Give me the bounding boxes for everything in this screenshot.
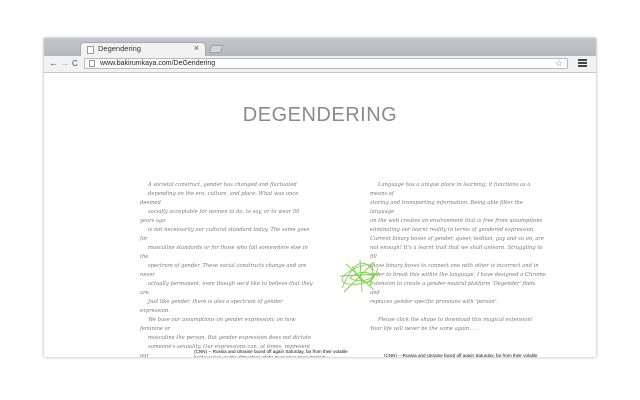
paragraph-line: depending on the era, culture, and place. What was once deemed <box>140 191 299 206</box>
tab-title: Degendering <box>98 44 141 53</box>
paragraph-line: Language has a unique place in learning; it functions as a means of <box>370 182 531 197</box>
paragraph-line: socially acceptable for women to do, to say, or to wear 50 years ago <box>140 209 300 224</box>
language-paragraph <box>370 181 546 307</box>
address-bar[interactable] <box>84 58 568 69</box>
bookmark-star-icon[interactable]: ☆ <box>554 58 563 68</box>
paragraph-line: Just like gender, there is also a spectrum of gender expression. <box>140 299 283 314</box>
paragraph-line: is not necessarily our cultural standard today. The same goes for <box>140 227 310 242</box>
intro-column-right <box>370 181 546 334</box>
page-content <box>44 73 596 357</box>
paragraph-line: eliminating our learnt reality in terms of gendered expression. <box>370 227 535 233</box>
article-paragraph: (CNN) -- Russia and Ukraine faced off again Saturday, far from their volatile <box>384 353 538 357</box>
new-tab-button[interactable] <box>209 45 224 53</box>
download-paragraph <box>370 316 546 334</box>
paragraph-line: spectrum of gender. These social constructs change and are never <box>140 263 307 278</box>
url-text[interactable]: www.bakirumkaya.com/DeGendering <box>100 60 216 67</box>
paragraph-line: those binary boxes to connect one with other is incorrect and in <box>370 263 539 269</box>
paragraph-line: A societal construct, gender has changed and fluctuated <box>148 182 297 188</box>
paragraph-line: replaces gender specific pronouns with 'person'. <box>370 299 498 305</box>
article-right <box>384 353 544 357</box>
paragraph-line: extension to create a gender-neutral platform 'Degender' finds and <box>370 281 536 296</box>
article-paragraph: (CNN) -- Russia and Ukraine faced off again Saturday, far from their volatile <box>194 349 348 354</box>
paragraph-line: Current binary boxes of gender, queer, lesbian, gay and so on, are <box>370 236 545 242</box>
reload-button[interactable]: C <box>72 59 78 68</box>
browser-window <box>44 38 596 357</box>
chrome-menu-icon[interactable] <box>578 59 587 68</box>
forward-button[interactable]: → <box>60 58 69 68</box>
page-favicon-icon <box>87 46 94 54</box>
paragraph-line: masculine the person. But gender expression does not dictate <box>148 335 312 341</box>
paragraph-line: on the web creates an environment that is free from assumptions <box>370 218 543 224</box>
paragraph-line: someone's sexuality. Our expressions can, at times, represent our <box>140 344 311 357</box>
intro-column-left <box>140 181 314 357</box>
tab-strip <box>44 38 596 56</box>
paragraph-line: Please click the shape to download this magical extension! <box>378 317 533 323</box>
page-title: DEGENDERING <box>242 104 398 126</box>
paragraph-line: masculine standards or for those who fall somewhere else in the <box>140 245 308 260</box>
download-shape-icon[interactable] <box>336 256 384 296</box>
paragraph-line: We base our assumptions on gender expression; on how feminine or <box>140 317 296 332</box>
paragraph-line: not enough! It's a learnt trait that we shall unlearn. Struggling to fill <box>370 245 543 260</box>
paragraph-line: Your life will never be the same again . . . <box>370 326 480 332</box>
paragraph-spacer <box>370 307 546 316</box>
paragraph-line: actually permanent, even though we'd like to believe that they are. <box>140 281 313 296</box>
article-left <box>194 349 354 357</box>
paragraph-line: order to break this within the language, I have designed a Chrome <box>370 272 546 278</box>
browser-toolbar <box>44 56 596 73</box>
tab-degendering[interactable] <box>80 42 206 56</box>
back-button[interactable]: ← <box>49 58 58 68</box>
page-icon <box>89 60 95 67</box>
paragraph-line: storing and transporting information. Being able filter the language <box>370 200 523 215</box>
tab-close-icon[interactable]: × <box>193 43 199 53</box>
